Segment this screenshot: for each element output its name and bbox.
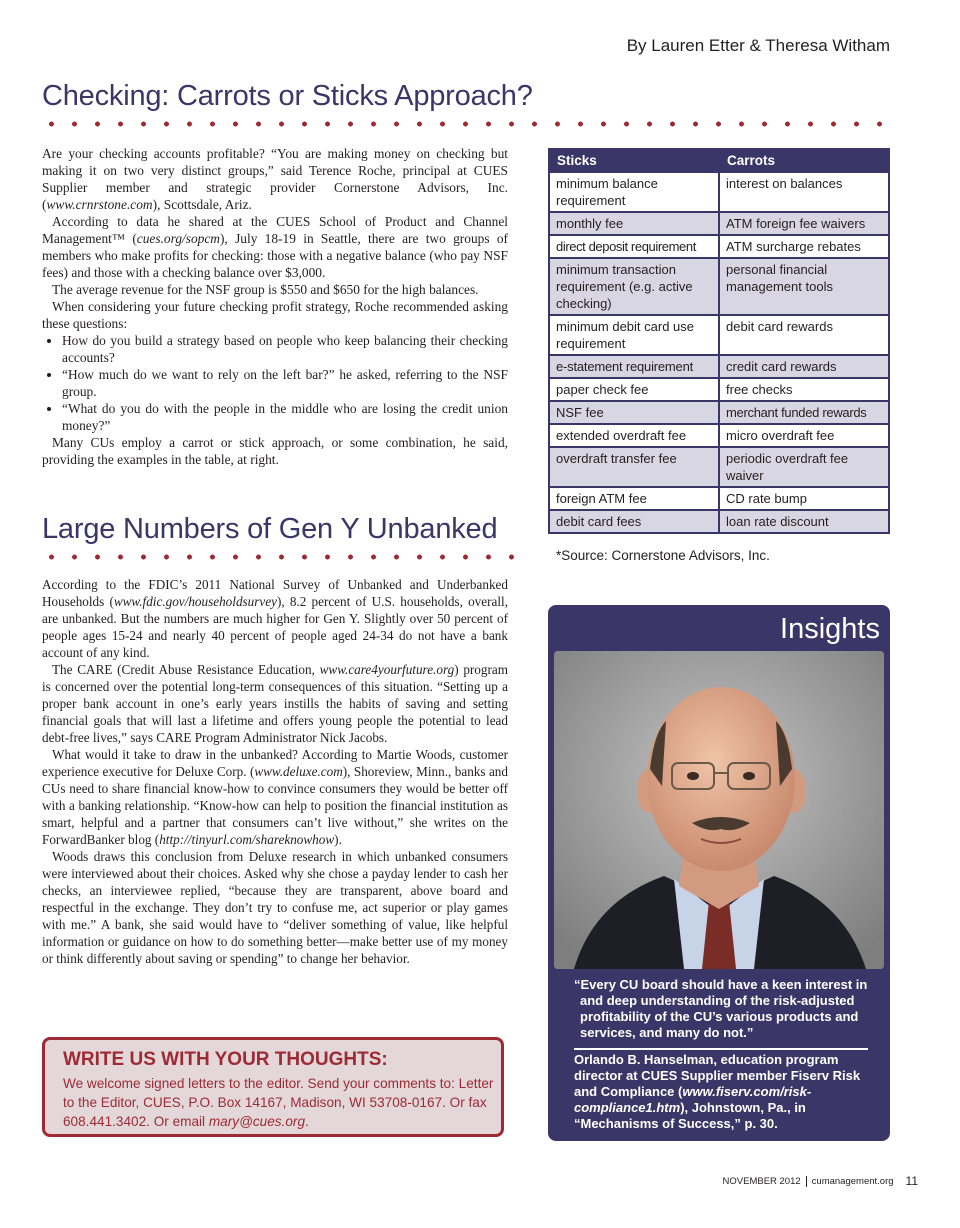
table-cell: overdraft transfer fee [549,447,719,487]
text-span: ), July 18-19 in Seattle, there are two groups of members who make profits for checking: those with a negative balance (who pay NSF fees) and those with a checking balance over $3,000. [42,231,508,280]
text-span: ) program is concerned over the potential long-term consequences of this situation. “Setting up a proper bank account in one’s early years instills the habits of saving and setting financial goals that will last a lifetime and offers young people the potential to lead debt-free lives,” says CARE Program Administrator Nick Jacobs. [42,662,508,745]
table-cell: NSF fee [549,401,719,424]
table-row [549,258,889,315]
text-span: ), 8.2 percent of U.S. households, overall, are unbanked. But the numbers are much higher for Gen Y. Slightly over 50 percent of people ages 15-24 and nearly 40 percent of people aged 24-34 do not have a bank account of any kind. [42,594,508,660]
paragraph [42,576,508,661]
text-span: Orlando B. Hanselman, education program director at CUES Supplier member Fiserv Risk and Compliance ( [574,1052,861,1099]
table-cell: micro overdraft fee [719,424,889,447]
paragraph [42,746,508,848]
insights-box [548,605,890,1141]
table-cell: minimum balance requirement [549,172,719,212]
table-row [549,212,889,235]
portrait-photo [554,651,884,969]
page-number: 11 [905,1174,918,1188]
portrait-illustration [554,651,884,969]
link-fdic[interactable]: www.fdic.gov/householdsurvey [113,594,277,609]
table-row [549,315,889,355]
link-crnrstone[interactable]: www.crnrstone.com [46,197,153,212]
table-cell: ATM foreign fee waivers [719,212,889,235]
insights-title: Insights [780,613,880,645]
paragraph: The average revenue for the NSF group is $550 and $650 for the high balances. [52,282,479,297]
table-cell: loan rate discount [719,510,889,533]
table-row [549,510,889,533]
table-row [549,447,889,487]
text-span: According to data he shared at the CUES School of Product and Channel Management™ ( [42,214,508,246]
table-cell: interest on balances [719,172,889,212]
paragraph: Woods draws this conclusion from Deluxe research in which unbanked consumers were interviewed about their choices. Asked why she chose a payday lender to cash her checks, an interviewee replied, “because they are transparent, above board and respectful in the exchange. They don’t try to confuse me, act superior or play games with me.” A bank, she said would have to “deliver something of value, like helpful information or guidance on how to do something better—make better use of my money or think differently about saving or spending” to change her behavior. [42,849,508,966]
table-cell: ATM surcharge rebates [719,235,889,258]
text-span: ), Scottsdale, Ariz. [152,197,252,212]
text-span: ). [334,832,342,847]
question-list [42,332,508,434]
text-span: ), Johnstown, Pa., in “Mechanisms of Success,” p. 30. [574,1100,806,1131]
list-item: • How do you build a strategy based on people who keep balancing their checking accounts? [62,332,508,366]
link-fiserv[interactable]: www.fiserv.com/risk-compliance1.htm [574,1084,812,1115]
paragraph: Many CUs employ a carrot or stick approach, or some combination, he said, providing the examples in the table, at right. [42,435,508,467]
table-cell: credit card rewards [719,355,889,378]
table-cell: debit card fees [549,510,719,533]
insights-attribution [574,1052,874,1132]
column-header-sticks: Sticks [549,149,719,172]
list-item: • “What do you do with the people in the middle who are losing the credit union money?” [62,400,508,434]
text-span: What would it take to draw in the unbanked? According to Martie Woods, customer experience executive for Deluxe Corp. ( [42,747,508,779]
issue-date: NOVEMBER 2012 [722,1175,801,1187]
paragraph: When considering your future checking profit strategy, Roche recommended asking these questions: [42,299,508,331]
text-span: The CARE (Credit Abuse Resistance Education, [52,662,320,677]
checking-article [42,145,508,468]
table-cell: e-statement requirement [549,355,719,378]
table-cell: monthly fee [549,212,719,235]
table-row [549,172,889,212]
table-cell: minimum transaction requirement (e.g. active checking) [549,258,719,315]
link-sopcm[interactable]: cues.org/sopcm [136,231,220,246]
paragraph [42,661,508,746]
text-span: According to the FDIC’s 2011 National Survey of Unbanked and Underbanked Households ( [42,577,508,609]
write-us-heading: WRITE US WITH YOUR THOUGHTS: [63,1049,388,1070]
paragraph [42,213,508,281]
section-title-checking: Checking: Carrots or Sticks Approach? [42,80,533,112]
dotted-divider [40,121,896,127]
table-cell: minimum debit card use requirement [549,315,719,355]
table-row [549,401,889,424]
table-cell: paper check fee [549,378,719,401]
site-name: cumanagement.org [811,1175,894,1187]
table-row [549,235,889,258]
write-us-body [63,1074,503,1131]
table-cell: debit card rewards [719,315,889,355]
table-row [549,487,889,510]
text-span: ), Shoreview, Minn., banks and CUs need to share financial know-how to convince consumers they would be better off with a banking relationship. “Know-how can help to position the financial institution as smart, helpful and a partner that consumers can’t live without,” she writes on the ForwardBanker blog ( [42,764,508,847]
write-us-box [42,1037,504,1137]
link-care[interactable]: www.care4yourfuture.org [319,662,455,677]
list-item: • “How much do we want to rely on the left bar?” he asked, referring to the NSF group. [62,366,508,400]
section-title-gen-y: Large Numbers of Gen Y Unbanked [42,513,498,545]
dotted-divider [40,554,516,560]
table-cell: free checks [719,378,889,401]
link-deluxe[interactable]: www.deluxe.com [254,764,343,779]
insights-quote: “Every CU board should have a keen interest in and deep understanding of the risk-adjusted profitability of the CU’s various products and services, and many do not.” [574,977,868,1040]
table-cell: foreign ATM fee [549,487,719,510]
table-row [549,424,889,447]
column-header-carrots: Carrots [719,149,889,172]
table-cell: personal financial management tools [719,258,889,315]
sticks-carrots-table [548,148,890,534]
table-row [549,378,889,401]
text-span: . [305,1114,309,1129]
table-cell: CD rate bump [719,487,889,510]
footer-divider [806,1176,807,1187]
text-span: Are your checking accounts profitable? “You are making money on checking but making it on two very distinct groups,” said Terence Roche, principal at CUES Supplier member and strategic provider Cornerstone Advisors, Inc. ( [42,146,508,212]
paragraph [42,145,508,213]
table-cell: merchant funded rewards [719,401,889,424]
insights-divider [574,1048,868,1050]
page-footer [723,1174,918,1188]
link-tinyurl[interactable]: http://tinyurl.com/shareknowhow [159,832,335,847]
byline: By Lauren Etter & Theresa Witham [626,36,890,55]
text-span: We welcome signed letters to the editor. Send your comments to: Letter to the Editor, CUES, P.O. Box 14167, Madison, WI 53708-0167. Or fax 608.441.3402. Or email [63,1076,494,1129]
gen-y-article [42,576,508,967]
table-row [549,355,889,378]
table-source: *Source: Cornerstone Advisors, Inc. [556,548,770,563]
table-cell: direct deposit requirement [549,235,719,258]
table-cell: periodic overdraft fee waiver [719,447,889,487]
table-cell: extended overdraft fee [549,424,719,447]
email-link[interactable]: mary@cues.org [208,1114,306,1129]
